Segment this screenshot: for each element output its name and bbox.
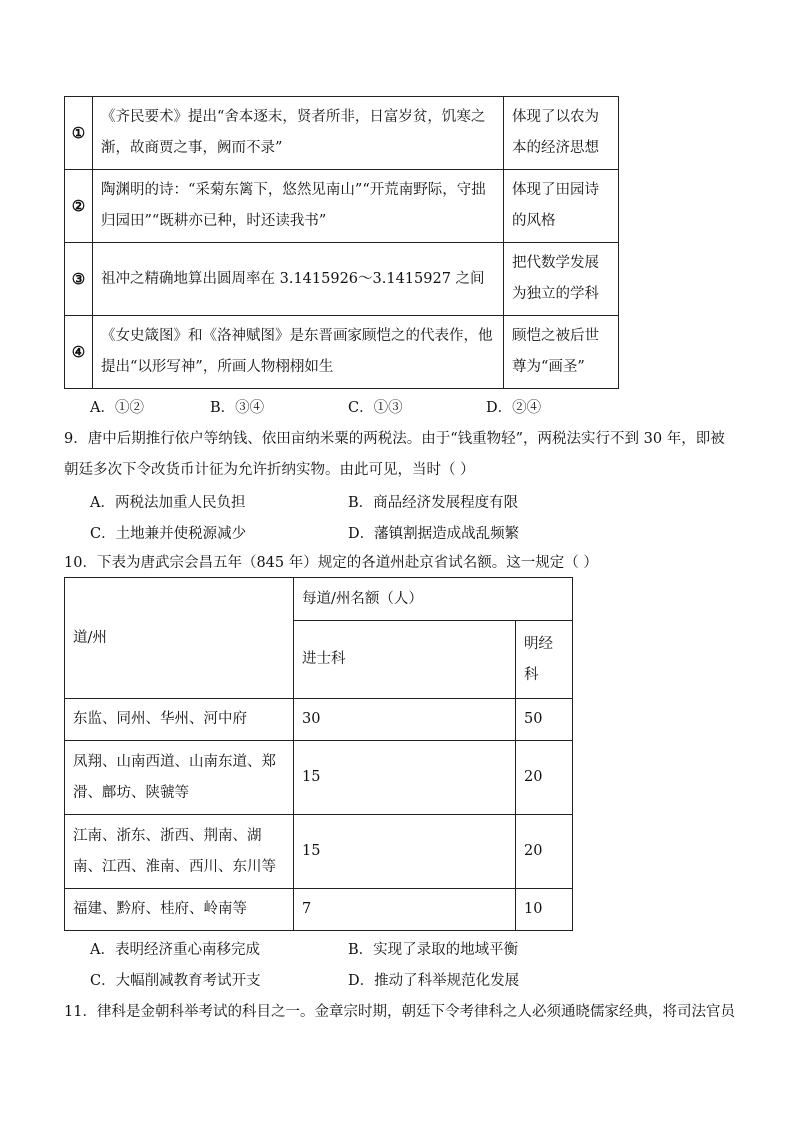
- table-header-row: [65, 578, 573, 621]
- row-content: 祖冲之精确地算出圆周率在 3.1415926～3.1415927 之间: [93, 243, 504, 316]
- q8-option-c[interactable]: C．①③: [348, 400, 403, 416]
- q10-option-d[interactable]: D．推动了科举规范化发展: [348, 973, 520, 989]
- row-conclusion: 顾恺之被后世尊为“画圣”: [504, 316, 619, 389]
- q10-option-b[interactable]: B．实现了录取的地域平衡: [348, 942, 519, 958]
- cell-region: 福建、黔府、桂府、岭南等: [65, 889, 294, 931]
- q8-option-d[interactable]: D．②④: [486, 400, 542, 416]
- table-row: [65, 97, 619, 170]
- row-number: ③: [65, 243, 93, 316]
- q11-stem: 11．律科是金朝科举考试的科目之一。金章宗时期，朝廷下令考律科之人必须通晓儒家经典，将司法官员: [64, 1004, 735, 1020]
- q10-table: [64, 577, 573, 931]
- row-conclusion: 体现了以农为本的经济思想: [504, 97, 619, 170]
- q8-table: [64, 96, 619, 389]
- row-content: 《齐民要术》提出“舍本逐末，贤者所非，日富岁贫，饥寒之渐，故商贾之事，阙而不录”: [93, 97, 504, 170]
- cell-mingjing: 20: [516, 815, 573, 889]
- cell-mingjing: 10: [516, 889, 573, 931]
- table-row: [65, 699, 573, 741]
- cell-region: 东监、同州、华州、河中府: [65, 699, 294, 741]
- q9-option-c[interactable]: C．土地兼并使税源减少: [90, 526, 247, 542]
- q8-option-a[interactable]: A．①②: [90, 400, 144, 416]
- row-number: ④: [65, 316, 93, 389]
- table-row: [65, 815, 573, 889]
- cell-jinshi: 15: [294, 815, 516, 889]
- row-number: ②: [65, 170, 93, 243]
- row-conclusion: 把代数学发展为独立的学科: [504, 243, 619, 316]
- header-mingjing: 明经科: [516, 621, 573, 699]
- table-row: [65, 316, 619, 389]
- table-row: [65, 243, 619, 316]
- q9-option-b[interactable]: B．商品经济发展程度有限: [348, 495, 519, 511]
- q8-option-b[interactable]: B．③④: [210, 400, 265, 416]
- cell-jinshi: 30: [294, 699, 516, 741]
- row-content: 《女史箴图》和《洛神赋图》是东晋画家顾恺之的代表作，他提出“以形写神”，所画人物栩栩如生: [93, 316, 504, 389]
- header-quota: 每道/州名额（人）: [294, 578, 573, 621]
- q10-option-a[interactable]: A．表明经济重心南移完成: [90, 942, 260, 958]
- header-region: 道/州: [65, 578, 294, 699]
- table-row: [65, 741, 573, 815]
- q9-stem: 9．唐中后期推行依户等纳钱、依田亩纳米粟的两税法。由于“钱重物轻”，两税法实行不到 30 年，即被朝廷多次下令改货币计征为允许折纳实物。由此可见，当时（ ）: [64, 431, 725, 478]
- table-row: [65, 889, 573, 931]
- cell-jinshi: 7: [294, 889, 516, 931]
- header-jinshi: 进士科: [294, 621, 516, 699]
- cell-jinshi: 15: [294, 741, 516, 815]
- q9-option-a[interactable]: A．两税法加重人民负担: [90, 495, 246, 511]
- row-content: 陶渊明的诗：“采菊东篱下，悠然见南山”“开荒南野际，守拙归园田”“既耕亦已种，时还读我书”: [93, 170, 504, 243]
- cell-mingjing: 20: [516, 741, 573, 815]
- cell-region: 凤翔、山南西道、山南东道、郑滑、鄜坊、陕虢等: [65, 741, 294, 815]
- row-number: ①: [65, 97, 93, 170]
- q10-stem: 10．下表为唐武宗会昌五年（845 年）规定的各道州赴京省试名额。这一规定（ ）: [64, 555, 598, 571]
- cell-region: 江南、浙东、浙西、荆南、湖南、江西、淮南、西川、东川等: [65, 815, 294, 889]
- q9-option-d[interactable]: D．藩镇割据造成战乱频繁: [348, 526, 520, 542]
- q10-option-c[interactable]: C．大幅削减教育考试开支: [90, 973, 261, 989]
- cell-mingjing: 50: [516, 699, 573, 741]
- table-row: [65, 170, 619, 243]
- row-conclusion: 体现了田园诗的风格: [504, 170, 619, 243]
